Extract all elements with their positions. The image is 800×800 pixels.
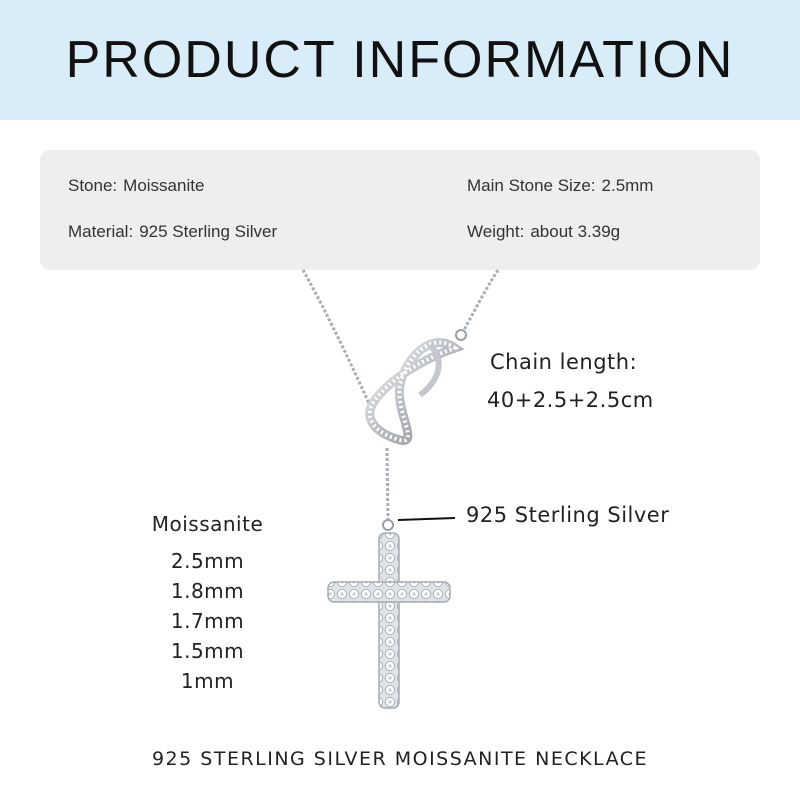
info-weight-value: about 3.39g — [530, 222, 621, 241]
stone-size-item: 1.5mm — [170, 639, 245, 663]
metal-callout-label: 925 Sterling Silver — [466, 503, 670, 527]
cross-pendant — [328, 533, 450, 708]
chain-ring — [456, 330, 466, 340]
chain-left — [303, 270, 372, 410]
info-material-value: 925 Sterling Silver — [139, 222, 278, 241]
info-main-stone-size-label: Main Stone Size: — [467, 176, 596, 195]
metal-callout-line — [398, 518, 455, 520]
info-main-stone-size-value: 2.5mm — [601, 176, 654, 195]
cross-bail — [383, 520, 393, 530]
stone-size-item: 2.5mm — [170, 549, 245, 573]
chain-length-label: Chain length: — [490, 350, 638, 374]
chain-right — [464, 270, 498, 330]
stone-size-title: Moissanite — [151, 512, 264, 536]
chain-length-value: 40+2.5+2.5cm — [487, 388, 654, 412]
info-stone-value: Moissanite — [123, 176, 205, 195]
drop-chain — [387, 448, 388, 520]
stone-size-list — [130, 512, 285, 696]
stone-size-item: 1.8mm — [170, 579, 245, 603]
stone-size-item: 1.7mm — [170, 609, 245, 633]
info-weight-label: Weight: — [467, 222, 525, 241]
info-stone-label: Stone: — [68, 176, 118, 195]
stone-size-item: 1mm — [180, 669, 235, 693]
info-material-label: Material: — [68, 222, 134, 241]
infinity-charm — [370, 343, 455, 441]
page-title: PRODUCT INFORMATION — [65, 31, 735, 89]
footer-caption: 925 STERLING SILVER MOISSANITE NECKLACE — [151, 748, 649, 770]
